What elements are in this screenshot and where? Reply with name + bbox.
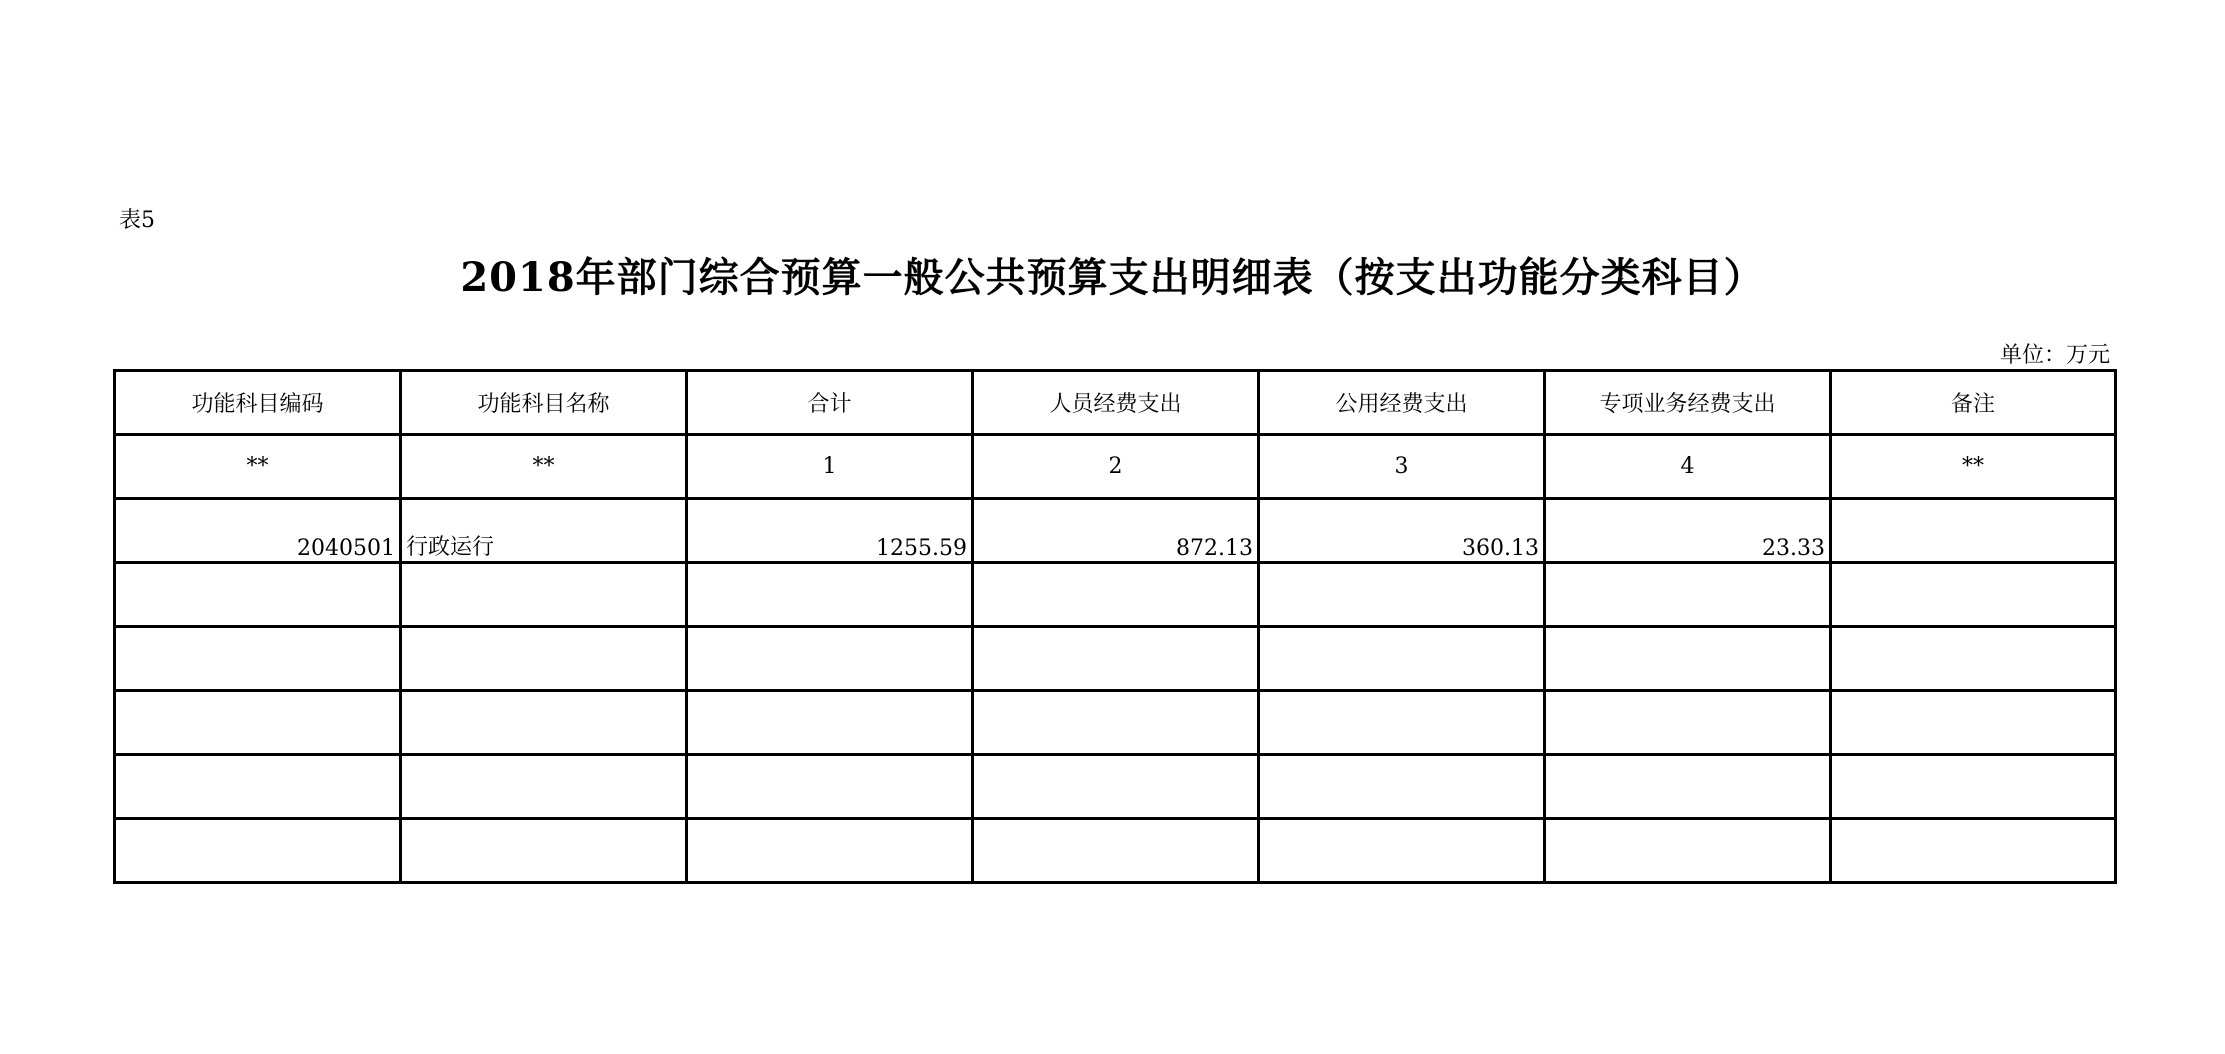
project-cell xyxy=(1545,627,1831,691)
table-row xyxy=(115,627,2116,691)
column-index-row xyxy=(115,435,2116,499)
total-cell: 1255.59 xyxy=(687,499,973,563)
header-total: 合计 xyxy=(687,371,973,435)
project-cell xyxy=(1545,755,1831,819)
header-remarks: 备注 xyxy=(1831,371,2116,435)
remarks-cell xyxy=(1831,563,2116,627)
public-cell xyxy=(1259,563,1545,627)
function-code-cell xyxy=(115,691,401,755)
page-title: 2018年部门综合预算一般公共预算支出明细表（按支出功能分类科目） xyxy=(460,254,1765,301)
project-cell: 23.33 xyxy=(1545,499,1831,563)
index-cell: ** xyxy=(1831,435,2116,499)
index-cell: 3 xyxy=(1259,435,1545,499)
total-cell xyxy=(687,627,973,691)
header-function-code: 功能科目编码 xyxy=(115,371,401,435)
function-code-cell xyxy=(115,563,401,627)
function-code-cell xyxy=(115,627,401,691)
budget-expenditure-table xyxy=(113,369,2117,884)
project-cell xyxy=(1545,819,1831,883)
header-personnel-expenditure: 人员经费支出 xyxy=(973,371,1259,435)
function-name-cell: 行政运行 xyxy=(401,499,687,563)
table-row xyxy=(115,563,2116,627)
table-number-label: 表5 xyxy=(119,208,155,233)
header-function-name: 功能科目名称 xyxy=(401,371,687,435)
project-cell xyxy=(1545,691,1831,755)
function-code-cell xyxy=(115,819,401,883)
personnel-cell xyxy=(973,755,1259,819)
personnel-cell xyxy=(973,691,1259,755)
personnel-cell xyxy=(973,819,1259,883)
public-cell xyxy=(1259,627,1545,691)
function-code-cell xyxy=(115,755,401,819)
index-cell: 4 xyxy=(1545,435,1831,499)
public-cell xyxy=(1259,819,1545,883)
total-cell xyxy=(687,755,973,819)
total-cell xyxy=(687,691,973,755)
table-row xyxy=(115,819,2116,883)
index-cell: ** xyxy=(401,435,687,499)
function-name-cell xyxy=(401,627,687,691)
header-project-expenditure: 专项业务经费支出 xyxy=(1545,371,1831,435)
function-name-cell xyxy=(401,819,687,883)
remarks-cell xyxy=(1831,819,2116,883)
table-row xyxy=(115,691,2116,755)
function-code-cell: 2040501 xyxy=(115,499,401,563)
function-name-cell xyxy=(401,691,687,755)
index-cell: 2 xyxy=(973,435,1259,499)
header-public-expenditure: 公用经费支出 xyxy=(1259,371,1545,435)
remarks-cell xyxy=(1831,499,2116,563)
public-cell: 360.13 xyxy=(1259,499,1545,563)
remarks-cell xyxy=(1831,627,2116,691)
remarks-cell xyxy=(1831,755,2116,819)
function-name-cell xyxy=(401,563,687,627)
personnel-cell xyxy=(973,563,1259,627)
public-cell xyxy=(1259,691,1545,755)
personnel-cell xyxy=(973,627,1259,691)
index-cell: ** xyxy=(115,435,401,499)
table-row xyxy=(115,499,2116,563)
public-cell xyxy=(1259,755,1545,819)
remarks-cell xyxy=(1831,691,2116,755)
index-cell: 1 xyxy=(687,435,973,499)
project-cell xyxy=(1545,563,1831,627)
unit-label: 单位：万元 xyxy=(1999,343,2110,368)
table-row xyxy=(115,755,2116,819)
personnel-cell: 872.13 xyxy=(973,499,1259,563)
total-cell xyxy=(687,563,973,627)
total-cell xyxy=(687,819,973,883)
function-name-cell xyxy=(401,755,687,819)
table-header-row xyxy=(115,371,2116,435)
